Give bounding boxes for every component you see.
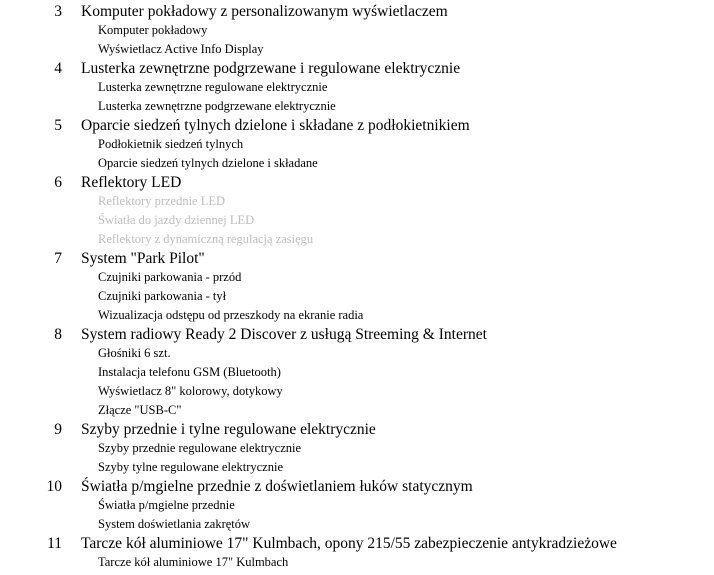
list-item: Wyświetlacz Active Info Display (98, 42, 264, 56)
list-item: Podłokietnik siedzeń tylnych (98, 137, 244, 151)
section-heading (0, 477, 714, 496)
section-number: 10 (46, 478, 62, 495)
list-item: Światła p/mgielne przednie (98, 498, 235, 512)
section-11 (0, 534, 714, 572)
list-item: Wyświetlacz 8" kolorowy, dotykowy (98, 384, 283, 398)
list-item: Wizualizacja odstępu od przeszkody na ekranie radia (98, 308, 364, 322)
section-title: Szyby przednie i tylne regulowane elektrycznie (81, 421, 376, 438)
list-item: Światła do jazdy dziennej LED (98, 213, 255, 227)
list-item: Reflektory przednie LED (98, 194, 226, 208)
list-item: Złącze "USB-C" (98, 403, 182, 417)
section-heading (0, 173, 714, 192)
section-10 (0, 477, 714, 534)
section-number: 9 (54, 421, 62, 438)
section-number: 5 (54, 117, 62, 134)
section-heading (0, 325, 714, 344)
list-item: System doświetlania zakrętów (98, 517, 251, 531)
section-7 (0, 249, 714, 325)
list-item: Lusterka zewnętrzne podgrzewane elektrycznie (98, 99, 336, 113)
section-title: Komputer pokładowy z personalizowanym wyświetlaczem (81, 3, 448, 20)
list-item: Tarcze kół aluminiowe 17" Kulmbach (98, 555, 289, 569)
section-number: 11 (47, 535, 62, 552)
section-number: 4 (54, 60, 62, 77)
list-item: Reflektory z dynamiczną regulacją zasięgu (98, 232, 314, 246)
list-item: Czujniki parkowania - przód (98, 270, 242, 284)
section-number: 6 (54, 174, 62, 191)
section-6 (0, 173, 714, 249)
section-title: System radiowy Ready 2 Discover z usługą Streeming & Internet (81, 326, 487, 343)
list-item: Szyby przednie regulowane elektrycznie (98, 441, 302, 455)
section-3 (0, 2, 714, 59)
section-number: 3 (54, 3, 62, 20)
section-title: System "Park Pilot" (81, 250, 205, 267)
section-number: 7 (54, 250, 62, 267)
list-item: Instalacja telefonu GSM (Bluetooth) (98, 365, 281, 379)
section-heading (0, 59, 714, 78)
section-8 (0, 325, 714, 420)
list-item: Komputer pokładowy (98, 23, 208, 37)
section-heading (0, 420, 714, 439)
section-title: Oparcie siedzeń tylnych dzielone i składane z podłokietnikiem (81, 117, 470, 134)
section-title: Reflektory LED (81, 174, 182, 191)
section-title: Tarcze kół aluminiowe 17" Kulmbach, opony 215/55 zabezpieczenie antykradzieżowe (81, 535, 617, 552)
list-item: Oparcie siedzeń tylnych dzielone i składane (98, 156, 318, 170)
section-heading (0, 2, 714, 21)
list-item: Lusterka zewnętrzne regulowane elektrycznie (98, 80, 328, 94)
section-heading (0, 249, 714, 268)
section-number: 8 (54, 326, 62, 343)
section-heading (0, 116, 714, 135)
section-title: Światła p/mgielne przednie z doświetlaniem łuków statycznym (81, 478, 473, 495)
list-item: Głośniki 6 szt. (98, 346, 171, 360)
list-item: Czujniki parkowania - tył (98, 289, 227, 303)
section-9 (0, 420, 714, 477)
section-title: Lusterka zewnętrzne podgrzewane i regulowane elektrycznie (81, 60, 461, 77)
section-heading (0, 534, 714, 553)
section-4 (0, 59, 714, 116)
list-item: Szyby tylne regulowane elektrycznie (98, 460, 283, 474)
section-5 (0, 116, 714, 173)
